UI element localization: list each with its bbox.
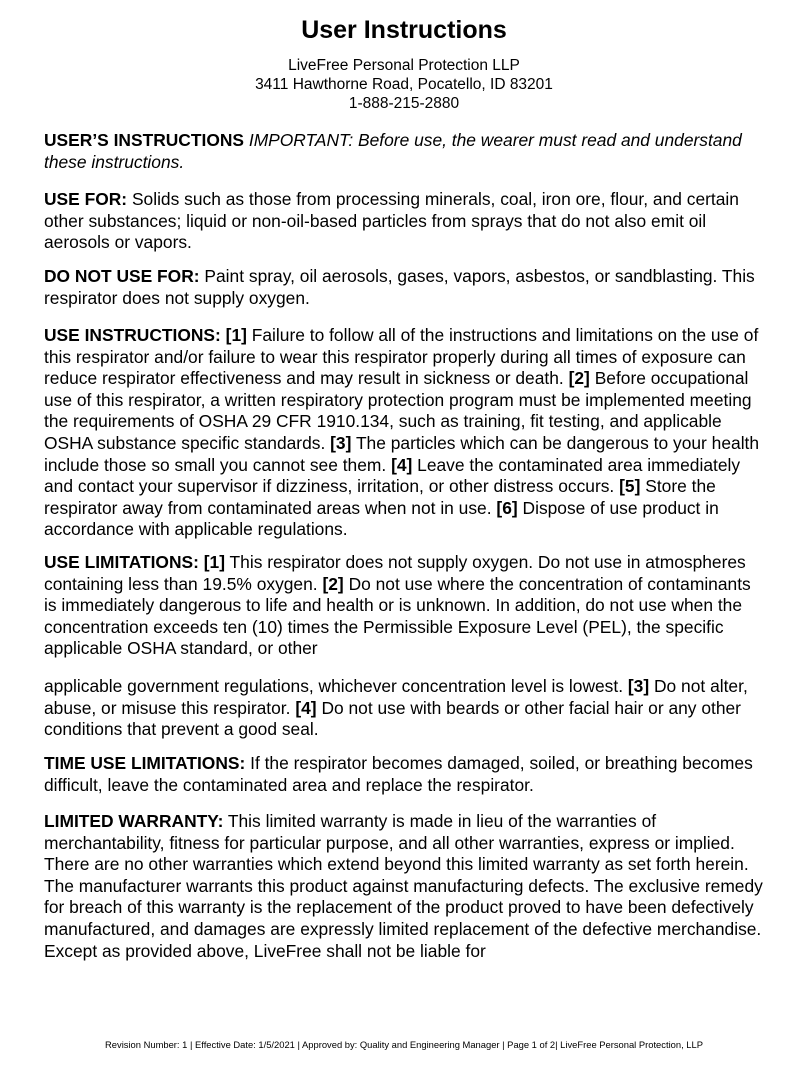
limited-warranty-text: This limited warranty is made in lieu of the warranties of merchantability, fitness for particular purpose, and all other warranties, express or implied. There are no other warranties which extend beyond this limited warranty as set forth herein. The manufacturer warrants this product against manufacturing defects. The exclusive remedy for breach of this warranty is the replacement of the product proved to have been defectively manufactured, and damages are expressly limited replacement of the defective merchandise. Except as provided above, LiveFree shall not be liable for xyxy=(44,811,763,961)
time-use-limitations-text: If the respirator becomes damaged, soiled, or breathing becomes difficult, leave the contaminated area and replace the respirator. xyxy=(44,753,753,795)
limitation-text: Do not alter, abuse, or misuse this respirator. xyxy=(44,676,748,718)
limitation-text: Do not use with beards or other facial hair or any other conditions that prevent a good seal. xyxy=(44,697,741,740)
do-not-use-for-paragraph xyxy=(44,266,768,309)
instruction-text: Dispose of use product in accordance with applicable regulations. xyxy=(44,497,719,540)
instruction-number: [5] xyxy=(619,476,641,497)
limitation-number: [2] xyxy=(322,573,344,594)
company-phone: 1-888-215-2880 xyxy=(348,95,460,112)
instruction-number: [4] xyxy=(391,454,413,475)
use-for-paragraph xyxy=(44,189,768,254)
instruction-text: Before occupational use of this respirator, a written respiratory protection program must be implemented meeting the requirements of OSHA 29 CFR 1910.134, such as training, fit testing, and applicable OSHA substance specific standards. xyxy=(44,368,752,453)
do-not-use-for-text: Paint spray, oil aerosols, gases, vapors, asbestos, or sandblasting. This respirator does not supply oxygen. xyxy=(44,266,755,308)
limitation-number: [1] xyxy=(203,552,226,572)
use-limitations-paragraph xyxy=(44,552,768,660)
instruction-text: Failure to follow all of the instructions and limitations on the use of this respirator and/or failure to wear this respirator properly during all times of exposure can reduce respirator effectiveness and may result in sickness or death. xyxy=(44,325,759,389)
use-for-text: Solids such as those from processing minerals, coal, iron ore, flour, and certain other substances; liquid or non-oil-based particles from sprays that do not also emit oil aerosols or vapors. xyxy=(44,189,739,253)
instruction-text: The particles which can be dangerous to your health include those so small you cannot see them. xyxy=(44,432,760,475)
time-use-limitations-heading: TIME USE LIMITATIONS: xyxy=(44,753,246,773)
limited-warranty-heading: LIMITED WARRANTY: xyxy=(44,811,224,831)
instruction-number: [3] xyxy=(330,432,352,453)
instruction-text: Leave the contaminated area immediately and contact your supervisor if dizziness, irritation, or other distress occurs. xyxy=(44,454,741,497)
time-use-limitations-paragraph xyxy=(44,753,768,796)
limitation-number: [3] xyxy=(627,676,650,696)
limitation-number: [4] xyxy=(295,697,317,718)
users-instructions-paragraph xyxy=(44,130,768,173)
limitation-text: Do not use where the concentration of contaminants is immediately dangerous to life and health or is unknown. In addition, do not use when the concentration exceeds ten (10) times the Permissible Exposure Level (PEL), the specific applicable OSHA standard, or other xyxy=(44,573,751,659)
limited-warranty-paragraph xyxy=(44,811,768,962)
use-limitations-heading: USE LIMITATIONS: xyxy=(44,552,199,572)
company-address-block xyxy=(0,56,808,113)
users-instructions-heading: USER’S INSTRUCTIONS xyxy=(44,130,245,150)
do-not-use-for-heading: DO NOT USE FOR: xyxy=(44,266,200,286)
use-for-heading: USE FOR: xyxy=(44,189,128,209)
limitation-text: This respirator does not supply oxygen. Do not use in atmospheres containing less than 19.5% oxygen. xyxy=(44,552,746,594)
use-instructions-heading: USE INSTRUCTIONS: xyxy=(44,325,221,345)
instruction-text: Store the respirator away from contaminated areas when not in use. xyxy=(44,476,716,518)
instruction-number: [2] xyxy=(568,368,590,389)
company-name: LiveFree Personal Protection LLP xyxy=(288,57,520,74)
instruction-number: [1] xyxy=(225,325,247,345)
use-limitations-continued-paragraph xyxy=(44,676,768,741)
important-notice: IMPORTANT: Before use, the wearer must read and understand these instructions. xyxy=(44,130,742,172)
instruction-number: [6] xyxy=(496,497,518,518)
page-title: User Instructions xyxy=(301,16,507,44)
use-instructions-paragraph xyxy=(44,325,768,541)
revision-footer: Revision Number: 1 | Effective Date: 1/5/2021 | Approved by: Quality and Engineering Manager | Page 1 of 2| LiveFree Personal Protection, LLP xyxy=(105,1039,703,1050)
company-address: 3411 Hawthorne Road, Pocatello, ID 83201 xyxy=(255,76,553,93)
limitation-continued-text: applicable government regulations, whichever concentration level is lowest. xyxy=(44,676,624,696)
